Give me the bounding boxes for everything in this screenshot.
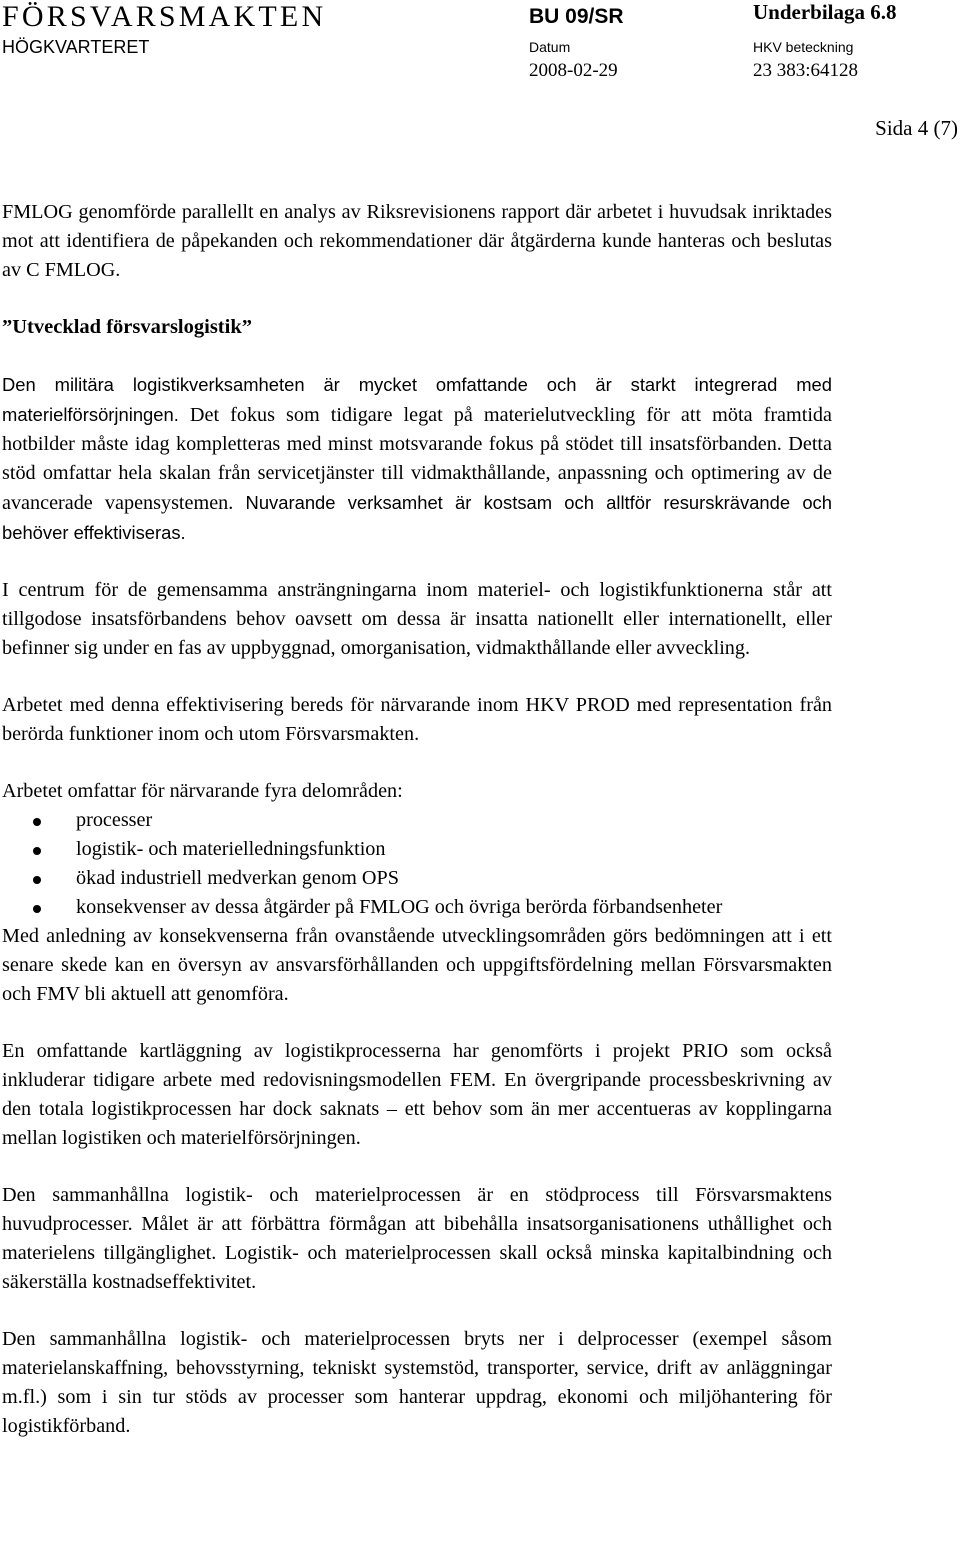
date-value: 2008-02-29: [529, 60, 618, 81]
list-item-text: logistik- och materielledningsfunktion: [76, 838, 386, 860]
paragraph: En omfattande kartläggning av logistikprocesserna har genomförts i projekt PRIO som också inkluderar tidigare arbete med redovisningsmodellen FEM. En övergripande processbeskrivning av den totala logistikprocessen har dock saknats – ett behov som än mer accentueras av kopplingarna mellan logistiken och materielförsörjningen.: [2, 1040, 832, 1149]
date-label: Datum: [529, 39, 571, 55]
document-body: [2, 198, 832, 1469]
list-intro: Arbetet omfattar för närvarande fyra delområden:: [2, 780, 403, 802]
paragraph: Den sammanhållna logistik- och materielprocessen är en stödprocess till Försvarsmaktens huvudprocesser. Målet är att förbättra förmågan att bibehålla insatsorganisationens uthållighet och materielens tillgänglighet. Logistik- och materielprocessen skall också minska kapitalbindning och säkerställa kostnadseffektivitet.: [2, 1184, 832, 1293]
list-item-text: ökad industriell medverkan genom OPS: [76, 867, 399, 889]
reference-number-value: 23 383:64128: [753, 60, 859, 81]
list-item: [2, 806, 832, 835]
annex-label: Underbilaga 6.8: [753, 0, 897, 24]
paragraph-text-sans: Den militära logistikverksamheten är mycket omfattande och är starkt integrerad med materielförsörjningen.: [2, 374, 832, 425]
reference-number-label: HKV beteckning: [753, 39, 854, 55]
paragraph: Arbetet med denna effektivisering bereds för närvarande inom HKV PROD med representation från berörda funktioner inom och utom Försvarsmakten.: [2, 694, 832, 745]
list-item: [2, 864, 832, 893]
paragraph-text-sans: Nuvarande verksamhet är kostsam och alltför resurskrävande och behöver effektiviseras.: [2, 492, 832, 543]
paragraph: [2, 370, 832, 548]
bullet-icon: [33, 876, 41, 884]
bullet-icon: [33, 818, 41, 826]
paragraph: Den sammanhållna logistik- och materielprocessen bryts ner i delprocesser (exempel såsom materielanskaffning, behovsstyrning, tekniskt systemstöd, transporter, service, drift av anläggningar m.fl.) som i sin tur stöds av processer som hanterar uppdrag, ekonomi och miljöhantering för logistikförband.: [2, 1328, 832, 1437]
list-item: [2, 835, 832, 864]
bullet-icon: [33, 905, 41, 913]
list-item-text: konsekvenser av dessa åtgärder på FMLOG och övriga berörda förbandsenheter: [76, 896, 723, 918]
subunit-name: HÖGKVARTERET: [2, 37, 150, 57]
paragraph: I centrum för de gemensamma ansträngningarna inom materiel- och logistikfunktionerna står att tillgodose insatsförbandens behov oavsett om dessa är insatta nationellt eller internationellt, eller befinner sig under en fas av uppbyggnad, omorganisation, vidmakthållande eller avveckling.: [2, 579, 832, 659]
organization-name: FÖRSVARSMAKTEN: [2, 0, 327, 33]
bullet-icon: [33, 847, 41, 855]
document-reference: BU 09/SR: [529, 5, 624, 28]
page-number: Sida 4 (7): [875, 116, 958, 140]
list-item-text: processer: [76, 809, 153, 831]
paragraph: Med anledning av konsekvenserna från ovanstående utvecklingsområden görs bedömningen att i ett senare skede kan en översyn av ansvarsförhållanden och uppgiftsfördelning mellan Försvarsmakten och FMV bli aktuell att genomföra.: [2, 925, 832, 1005]
list-item: [2, 893, 832, 922]
paragraph: FMLOG genomförde parallellt en analys av Riksrevisionens rapport där arbetet i huvudsak inriktades mot att identifiera de påpekanden och rekommendationer där åtgärderna kunde hanteras och beslutas av C FMLOG.: [2, 201, 832, 281]
bullet-list: [2, 806, 832, 922]
paragraph-text: Det fokus som tidigare legat på materielutveckling för att möta framtida hotbilder måste idag kompletteras med minst motsvarande fokus på stödet till insatsförbanden. Detta stöd omfattar hela skalan från servicetjänster till vidmakthållande, anpassning och optimering av de avancerade vapensystemen.: [2, 404, 832, 514]
section-heading: ”Utvecklad försvarslogistik”: [2, 316, 252, 338]
